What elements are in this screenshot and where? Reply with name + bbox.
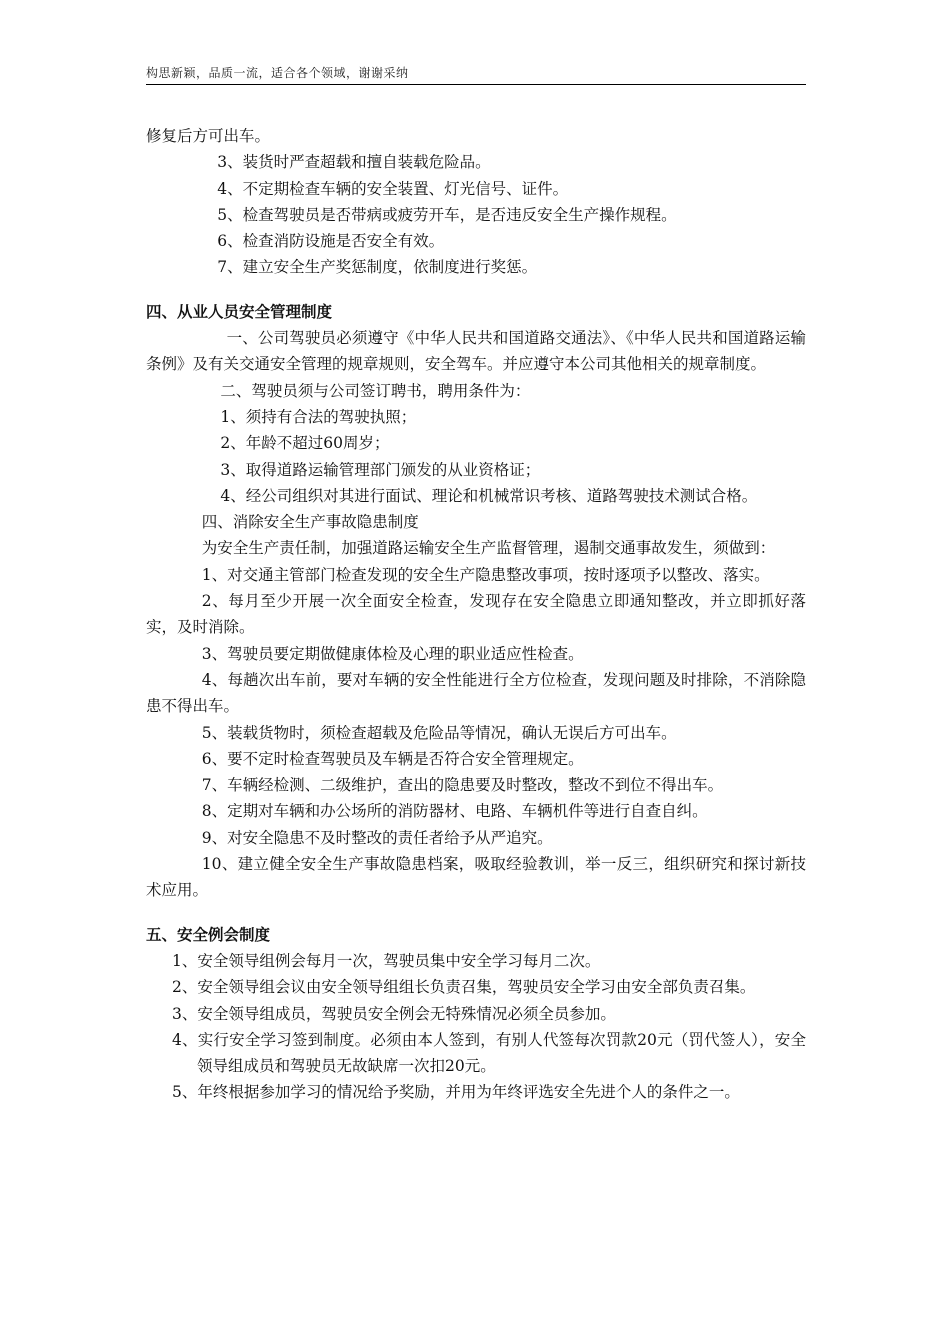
paragraph: 一、公司驾驶员必须遵守《中华人民共和国道路交通法》、《中华人民共和国道路运输条例》及有关交通安全管理的规章规则，安全驾车。并应遵守本公司其他相关的规章制度。: [146, 329, 806, 374]
list-item: 2、每月至少开展一次全面安全检查，发现存在安全隐患立即通知整改，并立即抓好落实，及时消除。: [146, 592, 806, 637]
list-item: 7、建立安全生产奖惩制度，依制度进行奖惩。: [217, 258, 538, 277]
list-item: 4、不定期检查车辆的安全装置、灯光信号、证件。: [217, 179, 569, 198]
list-item: 6、要不定时检查驾驶员及车辆是否符合安全管理规定。: [201, 749, 584, 768]
paragraph: 为安全生产责任制，加强道路运输安全生产监督管理，遏制交通事故发生，须做到：: [201, 539, 776, 558]
list-item: 3、驾驶员要定期做健康体检及心理的职业适应性检查。: [201, 644, 584, 663]
list-item: 5、检查驾驶员是否带病或疲劳开车，是否违反安全生产操作规程。: [217, 205, 677, 224]
list-item: 5、装载货物时，须检查超载及危险品等情况，确认无误后方可出车。: [201, 723, 677, 742]
subsection-title: 四、消除安全生产事故隐患制度: [201, 513, 419, 532]
list-item: 3、取得道路运输管理部门颁发的从业资格证；: [220, 460, 541, 479]
section-4-title: 四、从业人员安全管理制度: [146, 301, 333, 321]
list-item: 6、检查消防设施是否安全有效。: [217, 232, 445, 251]
document-body: [146, 123, 806, 1106]
list-item: 1、须持有合法的驾驶执照；: [220, 407, 417, 426]
paragraph: 修复后方可出车。: [146, 127, 271, 145]
list-item: 9、对安全隐患不及时整改的责任者给予从严追究。: [201, 828, 553, 847]
page-header: 构思新颖，品质一流，适合各个领域，谢谢采纳: [146, 64, 806, 85]
paragraph: 二、驾驶员须与公司签订聘书，聘用条件为：: [220, 381, 531, 400]
list-item: 4、每趟次出车前，要对车辆的安全性能进行全方位检查，发现问题及时排除，不消除隐患不得出车。: [146, 670, 806, 716]
list-item: 2、安全领导组会议由安全领导组组长负责召集，驾驶员安全学习由安全部负责召集。: [172, 978, 756, 997]
list-item: 10、建立健全安全生产事故隐患档案，吸取经验教训，举一反三，组织研究和探讨新技术应用。: [146, 855, 806, 900]
list-item: 4、经公司组织对其进行面试、理论和机械常识考核、道路驾驶技术测试合格。: [220, 486, 758, 505]
list-item: 1、对交通主管部门检查发现的安全生产隐患整改事项，按时逐项予以整改、落实。: [201, 565, 770, 584]
list-item: 2、年龄不超过60周岁；: [220, 434, 390, 453]
list-item: 3、安全领导组成员，驾驶员安全例会无特殊情况必须全员参加。: [172, 1004, 616, 1023]
list-item: 5、年终根据参加学习的情况给予奖励，并用为年终评选安全先进个人的条件之一。: [172, 1083, 740, 1102]
list-item: 4、实行安全学习签到制度。必须由本人签到，有别人代签每次罚款20元（罚代签人），安全领导组成员和驾驶员无故缺席一次扣20元。: [172, 1030, 806, 1076]
list-item: 8、定期对车辆和办公场所的消防器材、电路、车辆机件等进行自查自纠。: [201, 802, 708, 821]
list-item: 7、车辆经检测、二级维护，查出的隐患要及时整改，整改不到位不得出车。: [201, 776, 724, 795]
section-5-title: 五、安全例会制度: [146, 924, 271, 944]
list-item: 3、装货时严查超载和擅自装载危险品。: [217, 153, 491, 172]
list-item: 1、安全领导组例会每月一次，驾驶员集中安全学习每月二次。: [172, 951, 601, 970]
